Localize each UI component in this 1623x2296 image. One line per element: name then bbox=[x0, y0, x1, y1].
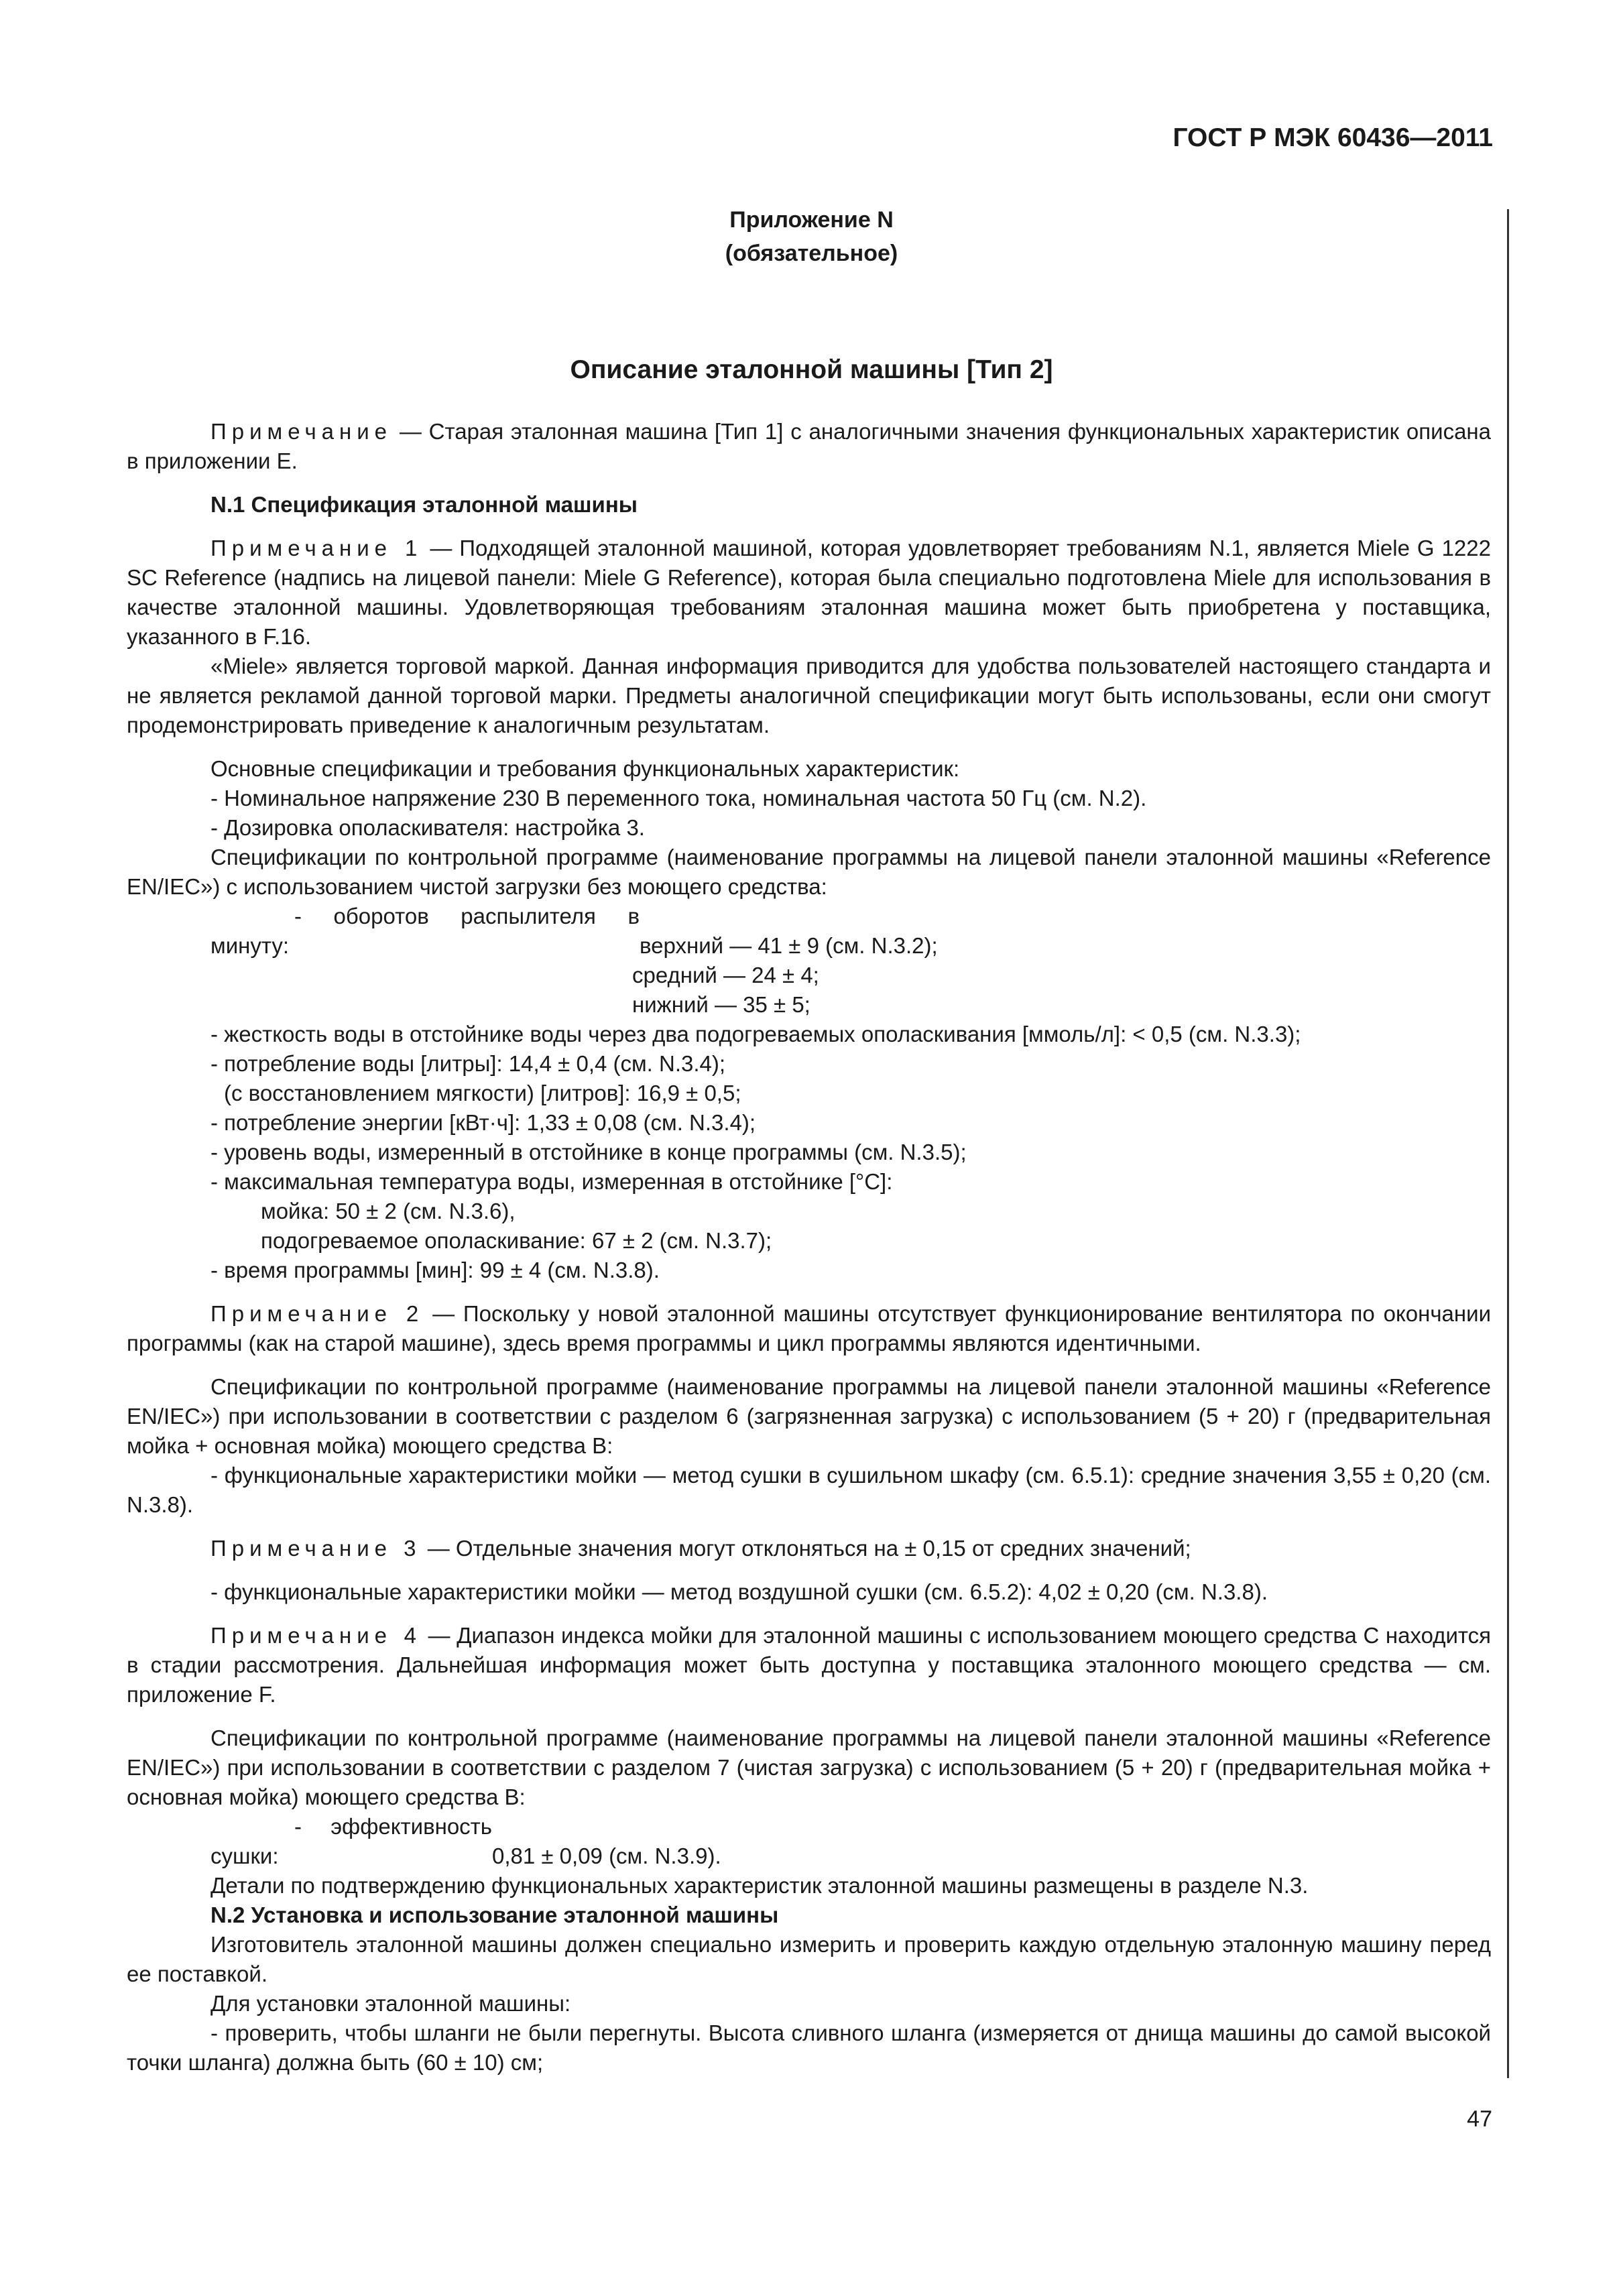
note-text: — Поскольку у новой эталонной машины отсутствует функционирование вентилятора по окончании программы (как на старой машине), здесь время программы и цикл программы являются идентичными. bbox=[127, 1301, 1492, 1355]
spec-item: - функциональные характеристики мойки — метод сушки в сушильном шкафу (см. 6.5.1): средние значения 3,55 ± 0,20 (см. N.3.8). bbox=[127, 1463, 1491, 1517]
spec-item bbox=[127, 902, 1491, 961]
details-paragraph: Детали по подтверждению функциональных характеристик эталонной машины размещены в разделе N.3. bbox=[211, 1873, 1309, 1898]
spec-paragraph: Спецификации по контрольной программе (наименование программы на лицевой панели эталонной машины «Reference EN/IEC») при использовании в соответствии с разделом 7 (чистая загрузка) с использованием (5 + 20) г (предварительная мойка + основная мойка) моющего средства В: bbox=[127, 1726, 1491, 1809]
page-number: 47 bbox=[1467, 2106, 1492, 2132]
spec-value: средний — 24 ± 4; bbox=[632, 963, 819, 987]
note-text: — Отдельные значения могут отклоняться на ± 0,15 от средних значений; bbox=[421, 1536, 1191, 1561]
section-heading-n2: N.2 Установка и использование эталонной машины bbox=[211, 1902, 779, 1927]
note-paragraph bbox=[127, 1621, 1491, 1709]
spec-item: - функциональные характеристики мойки — метод воздушной сушки (см. 6.5.2): 4,02 ± 0,20 (см. N.3.8). bbox=[211, 1579, 1268, 1604]
spec-value: 0,81 ± 0,09 (см. N.3.9). bbox=[492, 1844, 721, 1868]
note-text: — Диапазон индекса мойки для эталонной машины с использованием моющего средства С находится в стадии рассмотрения. Дальнейшая информация может быть доступна у поставщика эталонного моющего средства — см. приложение F. bbox=[127, 1623, 1492, 1707]
note-paragraph bbox=[127, 534, 1491, 652]
spec-item: - уровень воды, измеренный в отстойнике в конце программы (см. N.3.5); bbox=[211, 1140, 967, 1164]
spec-item: подогреваемое ополаскивание: 67 ± 2 (см. N.3.7); bbox=[261, 1228, 772, 1253]
appendix-title: Приложение N bbox=[729, 207, 894, 233]
spec-paragraph: Спецификации по контрольной программе (наименование программы на лицевой панели эталонной машины «Reference EN/IEC») с использованием чистой загрузки без моющего средства: bbox=[127, 845, 1491, 899]
margin-rule bbox=[1507, 209, 1509, 2078]
body-text bbox=[127, 417, 1491, 2077]
spec-value: нижний — 35 ± 5; bbox=[632, 992, 810, 1017]
appendix-heading bbox=[0, 203, 1623, 270]
note-label: Примечание 1 bbox=[211, 536, 423, 560]
note-label: Примечание 2 bbox=[211, 1301, 424, 1326]
trademark-note: «Miele» является торговой маркой. Данная информация приводится для удобства пользователей настоящего стандарта и не является рекламой данной торговой марки. Предметы аналогичной спецификации могут быть использованы, если они смогут продемонстрировать приведение к аналогичным результатам. bbox=[127, 654, 1491, 737]
spec-item: - максимальная температура воды, измеренная в отстойнике [°C]: bbox=[211, 1169, 893, 1194]
note-label: Примечание 4 bbox=[211, 1623, 422, 1648]
note-text: — Подходящей эталонной машиной, которая удовлетворяет требованиям N.1, является Miele G 1222 SC Reference (надпись на лицевой панели: Miele G Reference), которая была специально подготовлена Miele для использования в качестве эталонной машины. Удовлетворяющая требованиям эталонная машина может быть приобретена у поставщика, указанного в F.16. bbox=[127, 536, 1491, 649]
appendix-status: (обязательное) bbox=[725, 241, 898, 266]
spec-item: (с восстановлением мягкости) [литров]: 16,9 ± 0,5; bbox=[224, 1081, 741, 1105]
note-paragraph bbox=[127, 1534, 1491, 1563]
note-label: Примечание 3 bbox=[211, 1536, 422, 1561]
spec-item: - Номинальное напряжение 230 В переменного тока, номинальная частота 50 Гц (см. N.2). bbox=[211, 786, 1147, 810]
spec-item: мойка: 50 ± 2 (см. N.3.6), bbox=[261, 1199, 516, 1223]
spec-item: - потребление воды [литры]: 14,4 ± 0,4 (см. N.3.4); bbox=[211, 1051, 726, 1076]
spec-item: - время программы [мин]: 99 ± 4 (см. N.3.8). bbox=[211, 1258, 660, 1282]
spec-label: - оборотов распылителя в минуту: bbox=[211, 904, 640, 958]
spec-label: - эффективность сушки: bbox=[211, 1814, 492, 1868]
note-label: Примечание bbox=[211, 419, 393, 444]
note-paragraph bbox=[127, 417, 1491, 476]
spec-item: - жесткость воды в отстойнике воды через два подогреваемых ополаскивания [ммоль/л]: < 0,5 (см. N.3.3); bbox=[211, 1022, 1301, 1046]
note-paragraph bbox=[127, 1299, 1491, 1358]
body-paragraph: - проверить, чтобы шланги не были перегнуты. Высота сливного шланга (измеряется от днища машины до самой высокой точки шланга) должна быть (60 ± 10) см; bbox=[127, 2020, 1491, 2075]
document-code: ГОСТ Р МЭК 60436—2011 bbox=[1173, 123, 1493, 152]
section-heading-n1: N.1 Спецификация эталонной машины bbox=[211, 492, 638, 517]
body-paragraph: Изготовитель эталонной машины должен специально измерить и проверить каждую отдельную эталонную машину перед ее поставкой. bbox=[127, 1932, 1491, 1986]
note-text: — Старая эталонная машина [Тип 1] с аналогичными значения функциональных характеристик описана в приложении Е. bbox=[127, 419, 1491, 473]
page-title: Описание эталонной машины [Тип 2] bbox=[570, 355, 1053, 384]
body-paragraph: Для установки эталонной машины: bbox=[211, 1991, 571, 2016]
spec-item bbox=[127, 1812, 1491, 1871]
spec-item: - потребление энергии [кВт·ч]: 1,33 ± 0,08 (см. N.3.4); bbox=[211, 1110, 756, 1135]
spec-intro: Основные спецификации и требования функциональных характеристик: bbox=[211, 756, 960, 781]
spec-item: - Дозировка ополаскивателя: настройка 3. bbox=[211, 815, 645, 840]
spec-paragraph: Спецификации по контрольной программе (наименование программы на лицевой панели эталонной машины «Reference EN/IEC») при использовании в соответствии с разделом 6 (загрязненная загрузка) с использованием (5 + 20) г (предварительная мойка + основная мойка) моющего средства В: bbox=[127, 1374, 1491, 1458]
spec-value: верхний — 41 ± 9 (см. N.3.2); bbox=[640, 933, 938, 958]
